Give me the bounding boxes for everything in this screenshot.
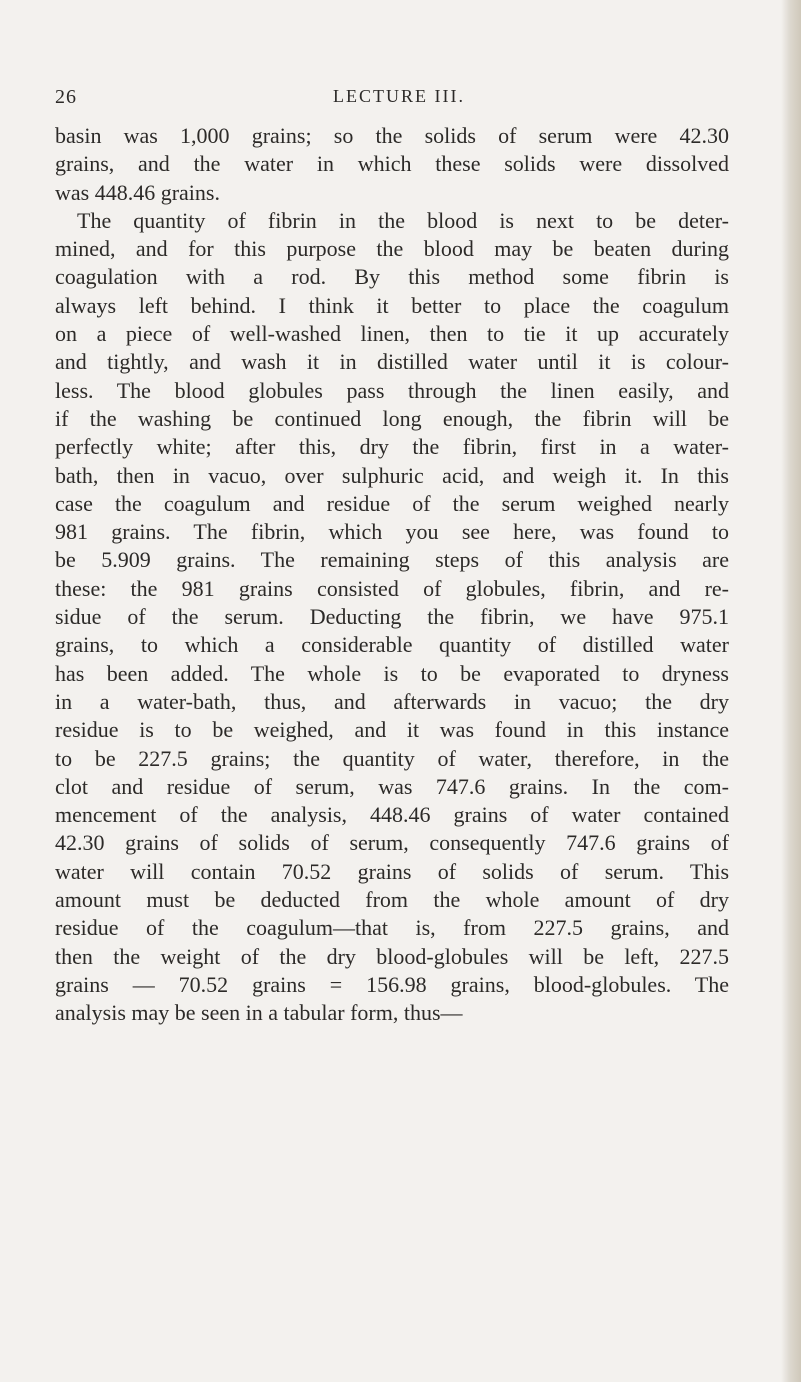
page-number: 26: [55, 86, 77, 108]
text-line: case the coagulum and residue of the serum weighed nearly: [55, 490, 729, 516]
text-line: mined, and for this purpose the blood may be beaten during: [55, 236, 729, 262]
text-line: and tightly, and wash it in distilled water until it is colour-: [55, 349, 729, 375]
text-line: always left behind. I think it better to place the coagulum: [55, 292, 729, 318]
text-line: mencement of the analysis, 448.46 grains of water contained: [55, 802, 729, 828]
text-line: grains, and the water in which these solids were dissolved: [55, 151, 729, 177]
body-text: [55, 122, 729, 1028]
text-line: grains, to which a considerable quantity of distilled water: [55, 632, 729, 658]
text-line: water will contain 70.52 grains of solids of serum. This: [55, 858, 729, 884]
text-line: bath, then in vacuo, over sulphuric acid, and weigh it. In this: [55, 462, 729, 488]
text-line: on a piece of well-washed linen, then to tie it up accurately: [55, 321, 729, 347]
text-line: analysis may be seen in a tabular form, thus—: [55, 1000, 463, 1026]
text-line: basin was 1,000 grains; so the solids of serum were 42.30: [55, 123, 729, 148]
text-line: residue of the coagulum—that is, from 227.5 grains, and: [55, 915, 729, 941]
text-line: residue is to be weighed, and it was found in this instance: [55, 717, 729, 743]
text-line: coagulation with a rod. By this method some fibrin is: [55, 264, 729, 290]
text-line: these: the 981 grains consisted of globules, fibrin, and re-: [55, 575, 729, 601]
text-line: if the washing be continued long enough, the fibrin will be: [55, 405, 729, 431]
text-line: amount must be deducted from the whole amount of dry: [55, 887, 729, 913]
text-line: then the weight of the dry blood-globules will be left, 227.5: [55, 943, 729, 969]
text-line: was 448.46 grains.: [55, 179, 220, 205]
text-line: 981 grains. The fibrin, which you see here, was found to: [55, 519, 729, 545]
text-line: The quantity of fibrin in the blood is next to be deter-: [77, 207, 729, 233]
text-line: to be 227.5 grains; the quantity of water, therefore, in the: [55, 745, 729, 771]
text-line: perfectly white; after this, dry the fibrin, first in a water-: [55, 434, 729, 460]
text-line: less. The blood globules pass through the linen easily, and: [55, 377, 729, 403]
text-line: be 5.909 grains. The remaining steps of this analysis are: [55, 547, 729, 573]
text-line: clot and residue of serum, was 747.6 grains. In the com-: [55, 773, 729, 799]
running-head: [55, 86, 729, 116]
text-line: has been added. The whole is to be evaporated to dryness: [55, 660, 729, 686]
text-line: sidue of the serum. Deducting the fibrin, we have 975.1: [55, 604, 729, 630]
page-edge-shadow: [781, 0, 801, 1382]
text-line: grains — 70.52 grains = 156.98 grains, blood-globules. The: [55, 971, 729, 997]
text-line: in a water-bath, thus, and afterwards in vacuo; the dry: [55, 688, 729, 714]
running-title: LECTURE III.: [333, 86, 465, 106]
text-line: 42.30 grains of solids of serum, consequently 747.6 grains of: [55, 830, 729, 856]
